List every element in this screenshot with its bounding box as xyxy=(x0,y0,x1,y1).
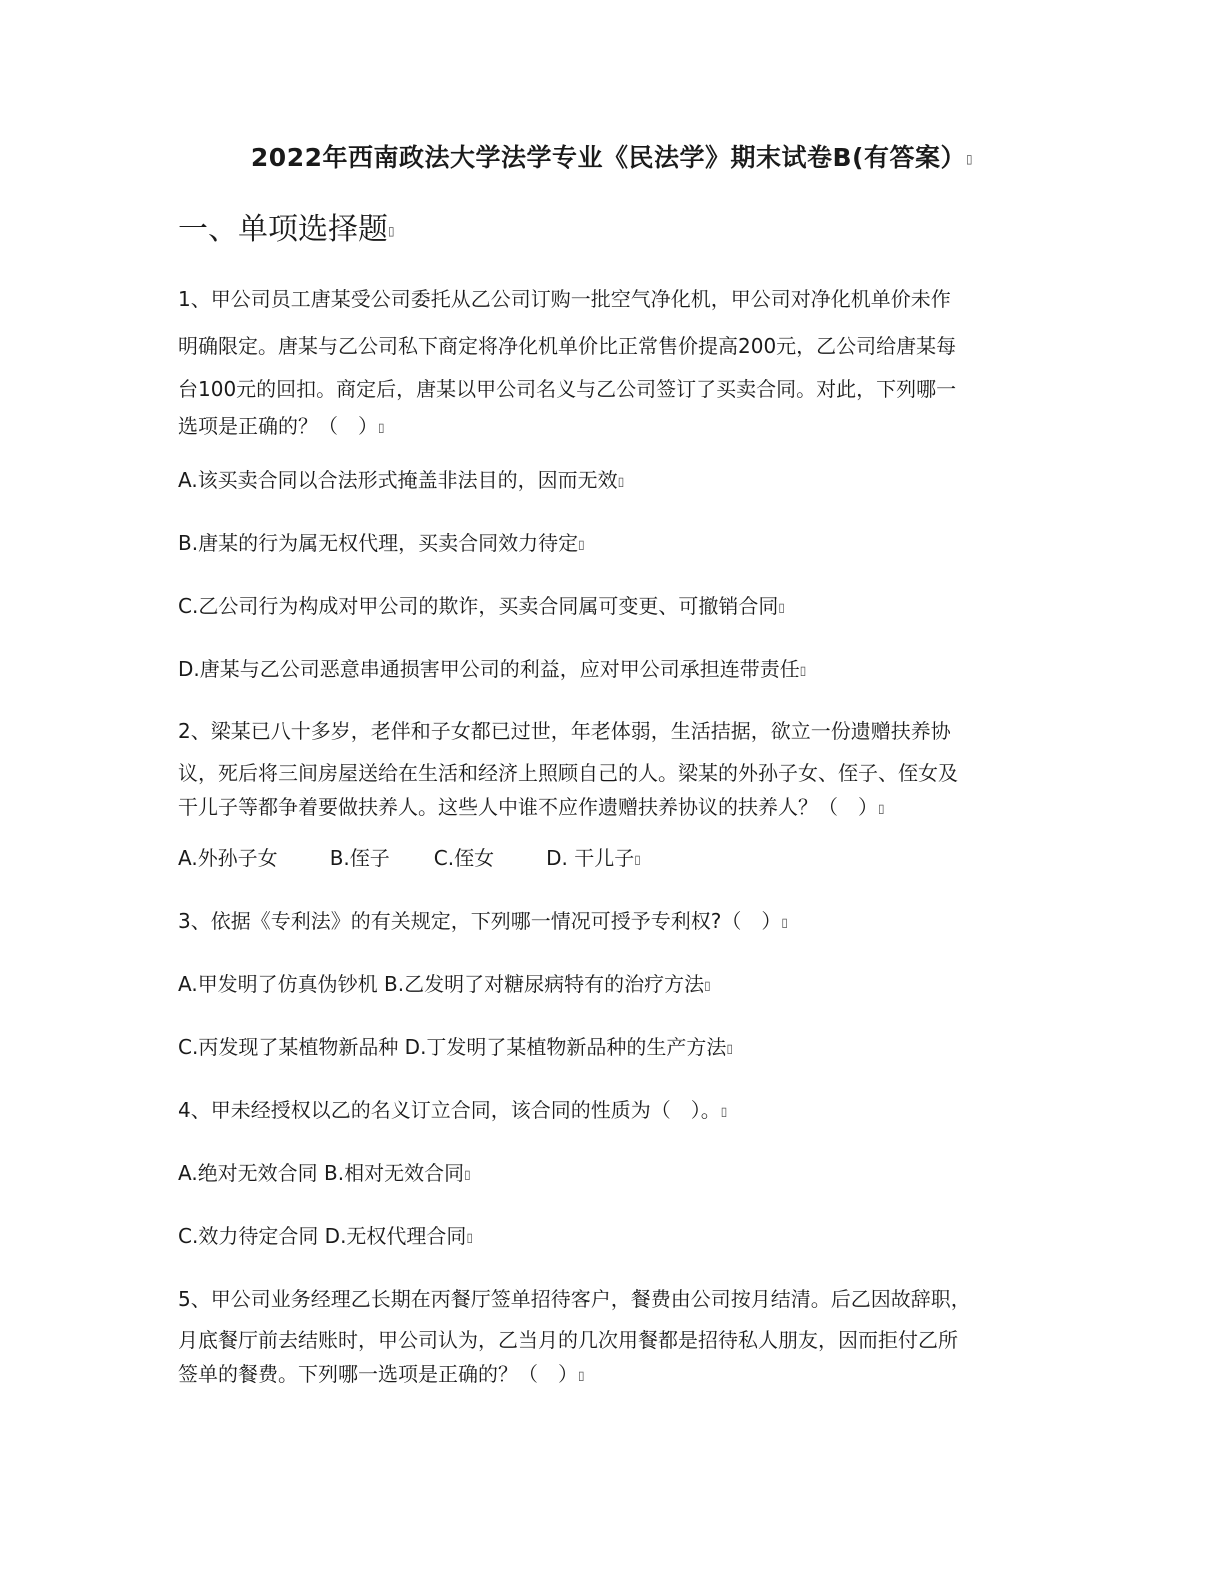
q5-line-3-text: 签单的餐费。下列哪一选项是正确的？（ ） xyxy=(178,1362,578,1386)
q1-line-4 xyxy=(178,411,385,443)
q1-line-4-text: 选项是正确的？（ ） xyxy=(178,414,378,438)
q1-option-a xyxy=(178,465,624,497)
q4-options-ab-text: A.绝对无效合同 B.相对无效合同 xyxy=(178,1161,465,1185)
q4-line-1-text: 4、甲未经授权以乙的名义订立合同，该合同的性质为（ ）。 xyxy=(178,1098,721,1122)
q1-option-b-text: B.唐某的行为属无权代理，买卖合同效力待定 xyxy=(178,531,579,555)
q2-option-d: D. 干儿子 xyxy=(546,846,635,870)
q2-line-3 xyxy=(178,792,885,824)
q2-options xyxy=(178,843,641,875)
title-text: 2022年西南政法大学法学专业《民法学》期末试卷B(有答案） xyxy=(250,143,966,172)
paragraph-mark: ▯ xyxy=(799,663,807,678)
paragraph-mark: ▯ xyxy=(634,852,641,867)
section-heading-text: 一、单项选择题 xyxy=(178,212,388,247)
q2-line-3-text: 干儿子等都争着要做扶养人。这些人中谁不应作遗赠扶养协议的扶养人？（ ） xyxy=(178,795,878,819)
q1-option-b xyxy=(178,528,585,560)
paragraph-mark: ▯ xyxy=(778,600,785,615)
section-heading xyxy=(178,208,395,253)
paragraph-mark: ▯ xyxy=(464,1167,471,1182)
q3-options-ab xyxy=(178,969,711,1001)
q4-line-1 xyxy=(178,1095,727,1127)
q4-options-ab xyxy=(178,1158,471,1190)
q1-line-1: 1、甲公司员工唐某受公司委托从乙公司订购一批空气净化机，甲公司对净化机单价未作 xyxy=(178,287,951,311)
q2-line-1: 2、梁某已八十多岁，老伴和子女都已过世，年老体弱，生活拮据，欲立一份遗赠扶养协 xyxy=(178,719,951,743)
paragraph-mark: ▯ xyxy=(726,1041,734,1056)
paragraph-mark: ▯ xyxy=(878,801,885,816)
paragraph-mark: ▯ xyxy=(965,152,974,166)
q1-option-c xyxy=(178,591,785,623)
paragraph-mark: ▯ xyxy=(466,1230,474,1245)
paragraph-mark: ▯ xyxy=(378,420,385,435)
paragraph-mark: ▯ xyxy=(704,978,711,993)
q1-option-c-text: C.乙公司行为构成对甲公司的欺诈，买卖合同属可变更、可撤销合同 xyxy=(178,594,779,618)
q3-options-cd xyxy=(178,1032,733,1064)
q3-options-ab-text: A.甲发明了仿真伪钞机 B.乙发明了对糖尿病特有的治疗方法 xyxy=(178,972,705,996)
document-title xyxy=(0,138,1224,179)
q4-options-cd xyxy=(178,1221,473,1253)
paragraph-mark: ▯ xyxy=(578,537,585,552)
q1-option-d xyxy=(178,654,806,686)
q2-option-c: C.侄女 xyxy=(433,846,495,870)
q4-options-cd-text: C.效力待定合同 D.无权代理合同 xyxy=(178,1224,467,1248)
q5-line-3 xyxy=(178,1359,585,1391)
paragraph-mark: ▯ xyxy=(781,915,788,930)
q3-line-1-text: 3、依据《专利法》的有关规定，下列哪一情况可授予专利权?（ ） xyxy=(178,909,782,933)
paragraph-mark: ▯ xyxy=(720,1104,728,1119)
q1-line-3: 台100元的回扣。商定后，唐某以甲公司名义与乙公司签订了买卖合同。对此，下列哪一 xyxy=(178,377,957,401)
paragraph-mark: ▯ xyxy=(617,474,625,489)
q1-line-2: 明确限定。唐某与乙公司私下商定将净化机单价比正常售价提高200元，乙公司给唐某每 xyxy=(178,334,957,358)
q2-line-2: 议，死后将三间房屋送给在生活和经济上照顾自己的人。梁某的外孙子女、侄子、侄女及 xyxy=(178,761,958,785)
paragraph-mark: ▯ xyxy=(388,224,395,238)
q3-options-cd-text: C.丙发现了某植物新品种 D.丁发明了某植物新品种的生产方法 xyxy=(178,1035,727,1059)
q1-option-a-text: A.该买卖合同以合法形式掩盖非法目的，因而无效 xyxy=(178,468,618,492)
q2-option-b: B.侄子 xyxy=(329,846,390,870)
q3-line-1 xyxy=(178,906,788,938)
q1-option-d-text: D.唐某与乙公司恶意串通损害甲公司的利益，应对甲公司承担连带责任 xyxy=(178,657,800,681)
q2-option-a: A.外孙子女 xyxy=(178,846,278,870)
q5-line-2: 月底餐厅前去结账时，甲公司认为，乙当月的几次用餐都是招待私人朋友，因而拒付乙所 xyxy=(178,1328,958,1352)
paragraph-mark: ▯ xyxy=(578,1368,585,1383)
q5-line-1: 5、甲公司业务经理乙长期在丙餐厅签单招待客户，餐费由公司按月结清。后乙因故辞职， xyxy=(178,1287,971,1311)
